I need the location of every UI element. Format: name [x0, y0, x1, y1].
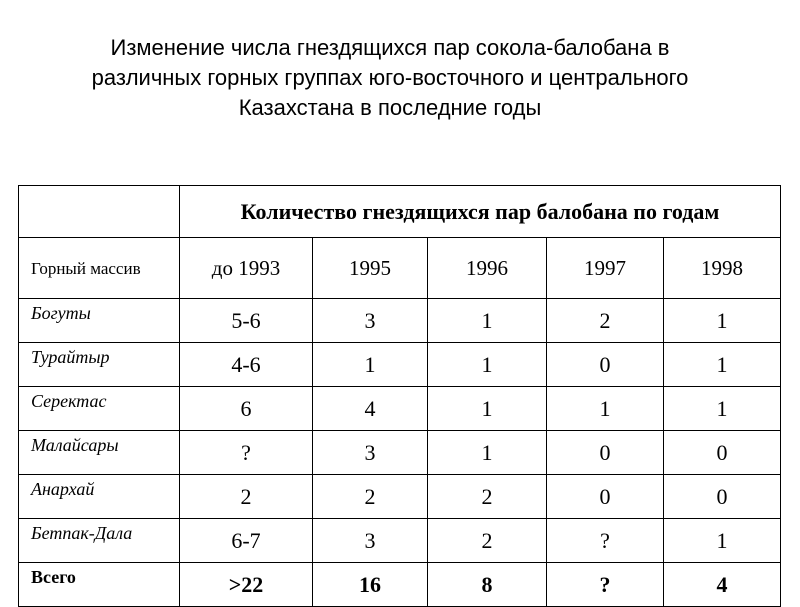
total-cell: 4	[664, 563, 781, 607]
massif-name: Малайсары	[19, 431, 180, 475]
massif-name: Богуты	[19, 299, 180, 343]
count-cell: 0	[664, 475, 781, 519]
count-cell: 1	[428, 299, 547, 343]
total-label: Всего	[19, 563, 180, 607]
title-line-2: различных горных группах юго-восточного и центрального	[91, 65, 689, 90]
count-cell: 1	[664, 299, 781, 343]
count-cell: 6-7	[180, 519, 313, 563]
table-subheader-row	[19, 238, 781, 299]
total-cell: ?	[547, 563, 664, 607]
nesting-pairs-table	[18, 185, 781, 607]
count-cell: 3	[313, 299, 428, 343]
count-cell: 4-6	[180, 343, 313, 387]
count-cell: 0	[547, 475, 664, 519]
count-cell: ?	[547, 519, 664, 563]
count-cell: 1	[664, 387, 781, 431]
year-header: 1996	[428, 238, 547, 299]
page-title	[0, 33, 780, 123]
count-cell: ?	[180, 431, 313, 475]
count-cell: 3	[313, 431, 428, 475]
title-line-1: Изменение числа гнездящихся пар сокола-балобана в	[110, 35, 670, 60]
count-cell: 3	[313, 519, 428, 563]
count-cell: 0	[547, 431, 664, 475]
year-header: 1997	[547, 238, 664, 299]
count-cell: 2	[428, 475, 547, 519]
total-cell: 8	[428, 563, 547, 607]
count-cell: 6	[180, 387, 313, 431]
table-row	[19, 475, 781, 519]
count-cell: 2	[313, 475, 428, 519]
count-cell: 2	[180, 475, 313, 519]
corner-cell	[19, 186, 180, 238]
table-row	[19, 431, 781, 475]
year-header: до 1993	[180, 238, 313, 299]
table-row	[19, 343, 781, 387]
massif-name: Анархай	[19, 475, 180, 519]
count-cell: 1	[428, 431, 547, 475]
table-header-row	[19, 186, 781, 238]
count-cell: 1	[664, 343, 781, 387]
table-row	[19, 299, 781, 343]
massif-name: Бетпак-Дала	[19, 519, 180, 563]
total-cell: 16	[313, 563, 428, 607]
count-cell: 1	[547, 387, 664, 431]
count-cell: 4	[313, 387, 428, 431]
table-row	[19, 387, 781, 431]
count-cell: 1	[428, 343, 547, 387]
count-cell: 2	[547, 299, 664, 343]
row-label-header: Горный массив	[19, 238, 180, 299]
year-header: 1995	[313, 238, 428, 299]
count-cell: 0	[664, 431, 781, 475]
count-cell: 5-6	[180, 299, 313, 343]
count-cell: 1	[428, 387, 547, 431]
title-line-3: Казахстана в последние годы	[238, 95, 542, 120]
massif-name: Серектас	[19, 387, 180, 431]
count-cell: 1	[313, 343, 428, 387]
count-cell: 0	[547, 343, 664, 387]
total-cell: >22	[180, 563, 313, 607]
table-row	[19, 519, 781, 563]
count-cell: 2	[428, 519, 547, 563]
year-header: 1998	[664, 238, 781, 299]
massif-name: Турайтыр	[19, 343, 180, 387]
count-cell: 1	[664, 519, 781, 563]
span-header: Количество гнездящихся пар балобана по годам	[180, 186, 781, 238]
